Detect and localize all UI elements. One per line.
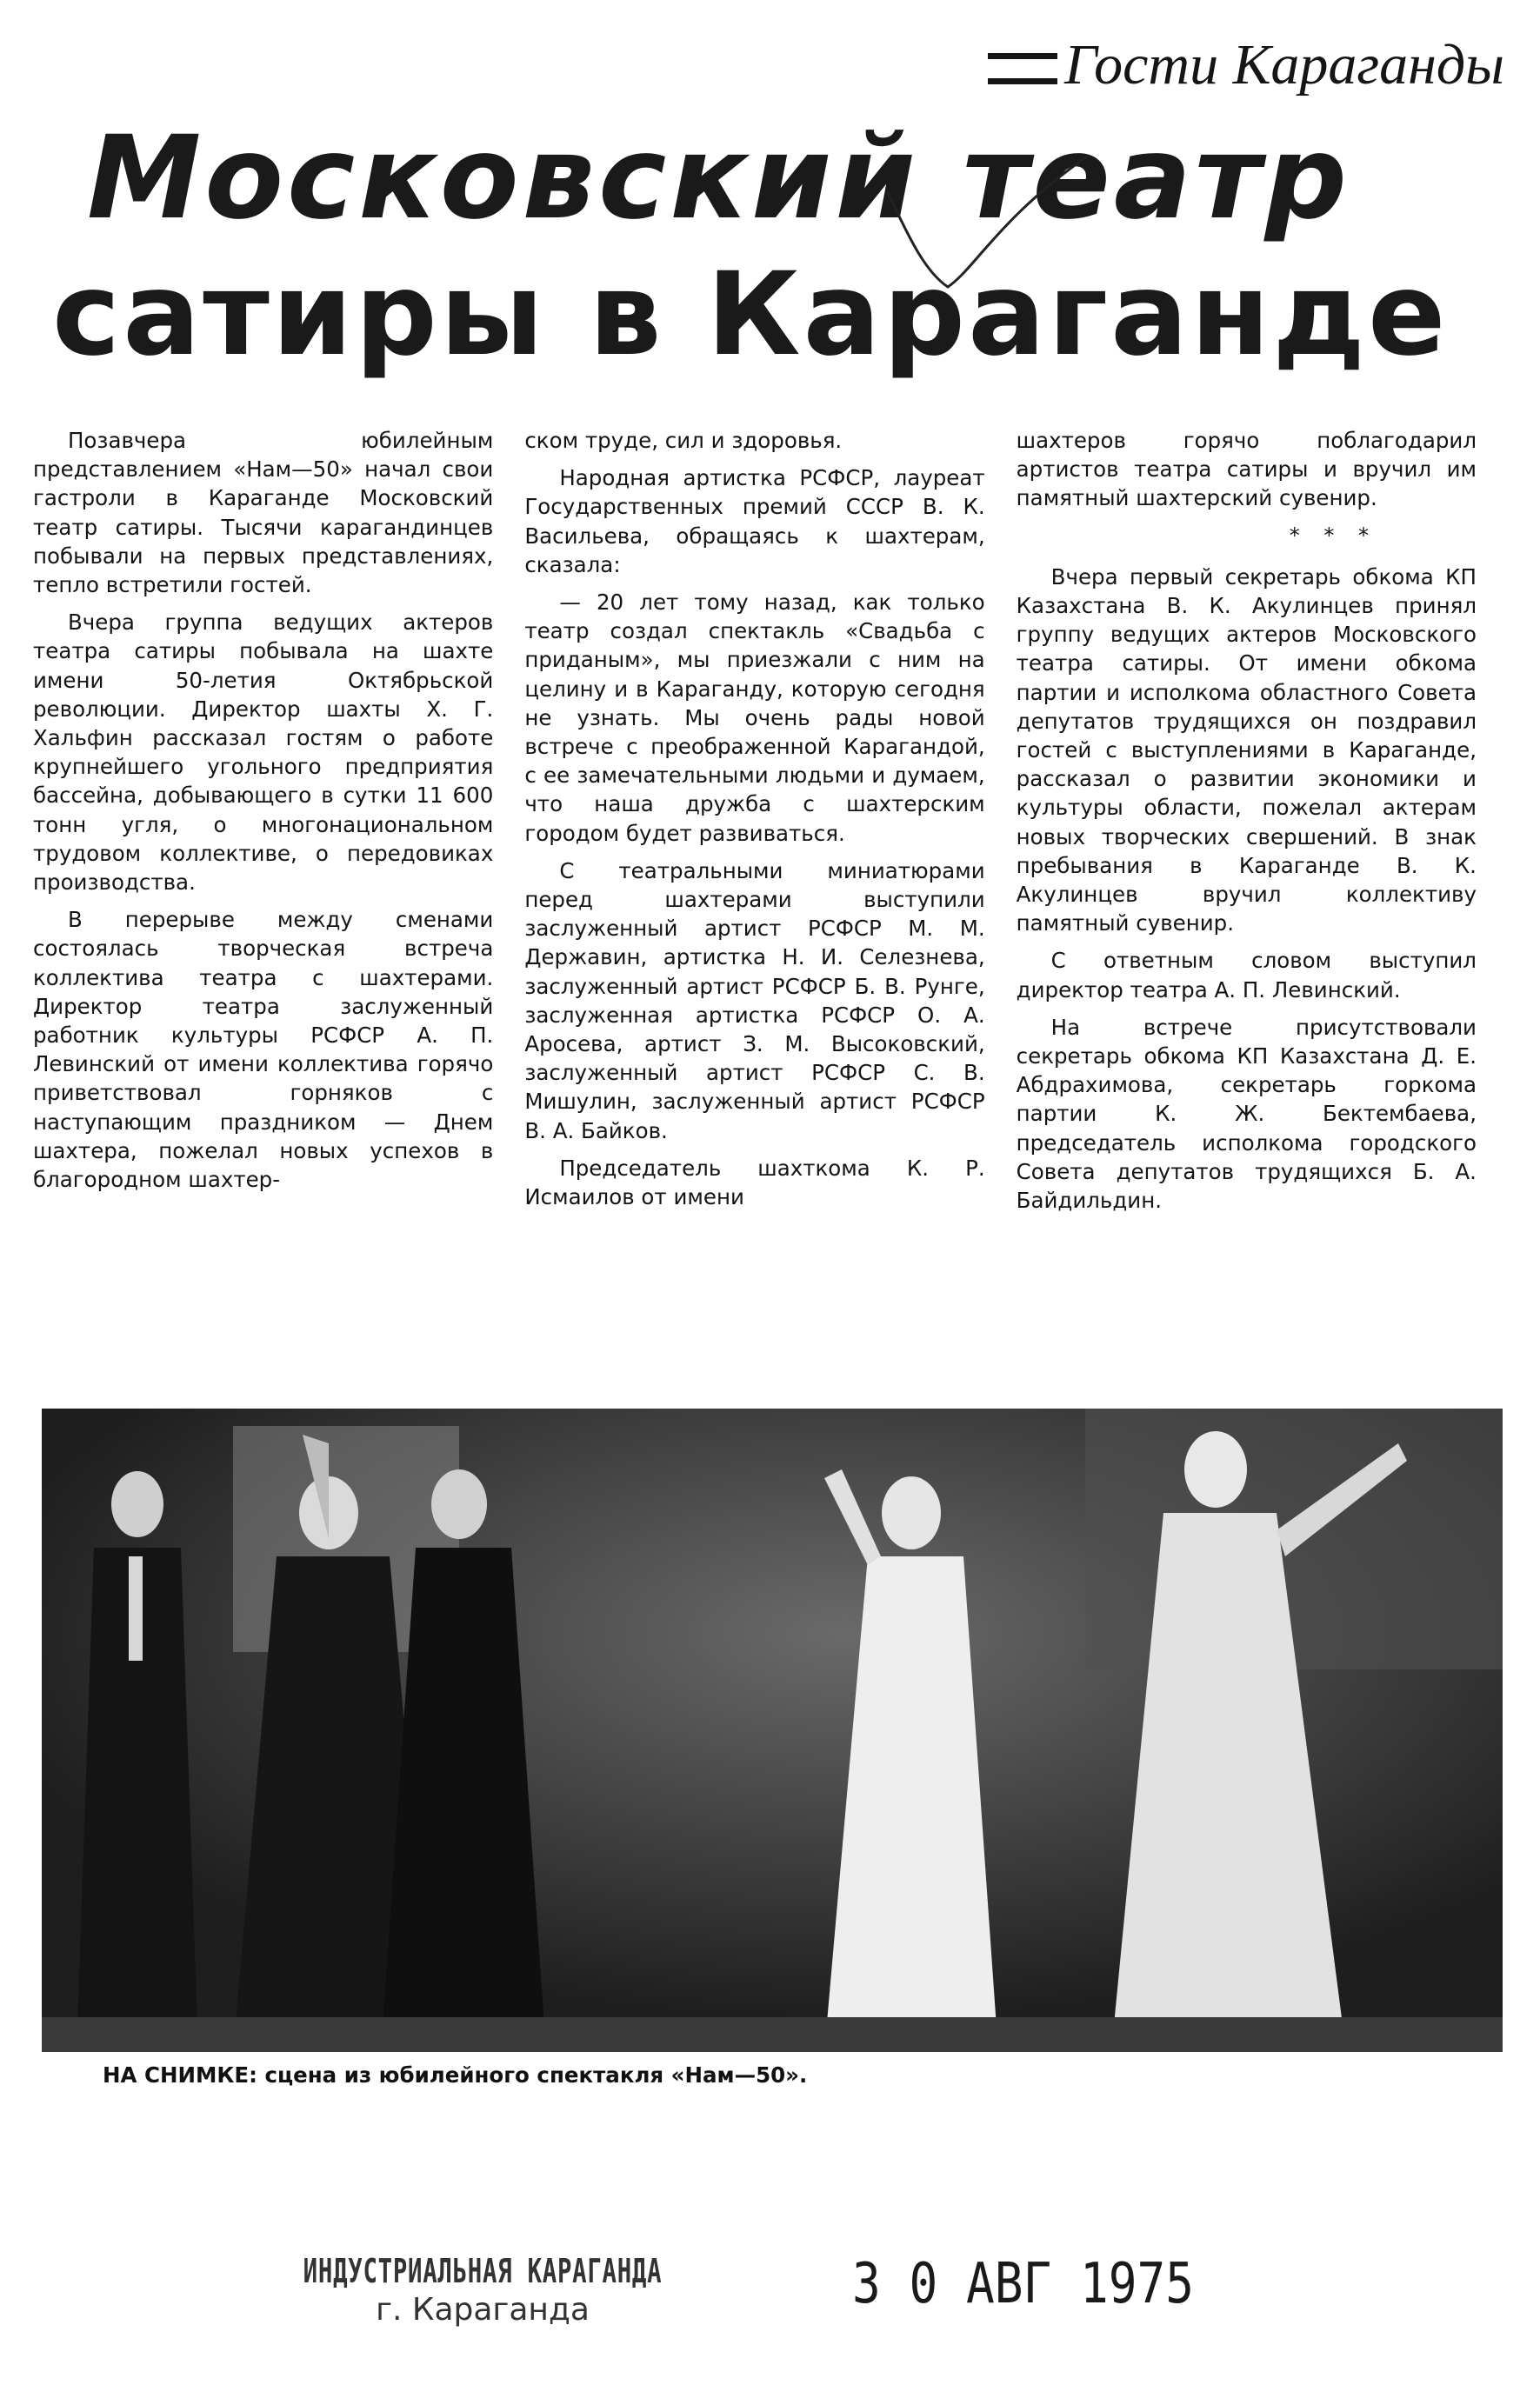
paragraph: Председатель шахткома К. Р. Исмаилов от имени	[524, 1155, 985, 1210]
paragraph: С ответным словом выступил директор театра А. П. Левинский.	[1016, 948, 1477, 1003]
photo-caption: НА СНИМКЕ: сцена из юбилейного спектакля «Нам—50».	[103, 2062, 808, 2088]
stage-photo	[42, 1409, 1503, 2052]
paragraph: Народная артистка РСФСР, лауреат Государственных премий СССР В. К. Васильева, обращаясь к шахтерам, сказала:	[524, 465, 985, 577]
headline-line-2: сатиры в Караганде	[52, 248, 1449, 382]
newspaper-city: г. Караганда	[376, 2292, 590, 2328]
column-3	[1017, 426, 1477, 1400]
paragraph: шахтеров горячо поблагодарил артистов театра сатиры и вручил им памятный шахтерский сувенир.	[1016, 428, 1477, 511]
article-body	[33, 426, 1477, 1400]
newspaper-name: ИНДУСТРИАЛЬНАЯ КАРАГАНДА	[303, 2252, 663, 2290]
pen-mark	[870, 139, 1096, 296]
paragraph: ском труде, сил и здоровья.	[524, 428, 843, 453]
section-separator: * * *	[1289, 523, 1377, 548]
date-stamp: 3 0 АВГ 1975	[852, 2252, 1195, 2316]
paragraph: На встрече присутствовали секретарь обкома КП Казахстана Д. Е. Абдрахимова, секретарь горкома партии К. Ж. Бектембаева, председатель исполкома городского Совета депутатов трудящихся Б. А. Байдильдин.	[1016, 1014, 1477, 1214]
rubric-bars	[988, 53, 1057, 84]
paragraph: Вчера первый секретарь обкома КП Казахстана В. К. Акулинцев принял группу ведущих актеров Московского театра сатиры. От имени обкома партии и исполкома областного Совета депутатов трудящихся он поздравил гостей с выступлениями в Караганде, рассказал о развитии экономики и культуры области, пожелал актерам новых творческих свершений. В знак пребывания в Караганде В. К. Акулинцев вручил коллективу памятный сувенир.	[1016, 563, 1477, 936]
paragraph: — 20 лет тому назад, как только театр создал спектакль «Свадьба с приданым», мы приезжали с ним на целину и в Караганду, которую сегодня не узнать. Мы очень рады новой встрече с преображенной Карагандой, с ее замечательными людьми и думаем, что наша дружба с шахтерским городом будет развиваться.	[524, 590, 985, 846]
column-1	[33, 426, 493, 1400]
rubric-text: Гости Караганды	[1064, 33, 1504, 97]
stage-photo-illustration	[42, 1409, 1503, 2052]
rubric	[896, 26, 1504, 104]
newspaper-stamp	[209, 2252, 757, 2328]
paragraph: Вчера группа ведущих актеров театра сатиры побывала на шахте имени 50-летия Октябрьской революции. Директор шахты Х. Г. Хальфин рассказал гостям о работе крупнейшего угольного предприятия бассейна, добывающего в сутки 11 600 тонн угля, о многонациональном трудовом коллективе, о передовиках производства.	[33, 610, 494, 896]
column-2	[524, 426, 984, 1400]
headline-line-1: Московский театр	[87, 111, 1350, 245]
paragraph: С театральными миниатюрами перед шахтерами выступили заслуженный артист РСФСР М. М. Державин, артистка Н. И. Селезнева, заслуженный артист РСФСР Б. В. Рунге, заслуженная артистка РСФСР О. А. Аросева, артист З. М. Высоковский, заслуженный артист РСФСР С. В. Мишулин, заслуженный артист РСФСР В. А. Байков.	[524, 857, 985, 1143]
paragraph: В перерыве между сменами состоялась творческая встреча коллектива театра с шахтерами. Директор театра заслуженный работник культуры РСФСР А. П. Левинский от имени коллектива горячо приветствовал горняков с наступающим праздником — Днем шахтера, пожелал новых успехов в благородном шахтер-	[33, 907, 494, 1193]
paragraph: Позавчера юбилейным представлением «Нам—50» начал свои гастроли в Караганде Московский театр сатиры. Тысячи карагандинцев побывали на первых представлениях, тепло встретили гостей.	[33, 428, 494, 598]
headline	[52, 113, 1496, 387]
